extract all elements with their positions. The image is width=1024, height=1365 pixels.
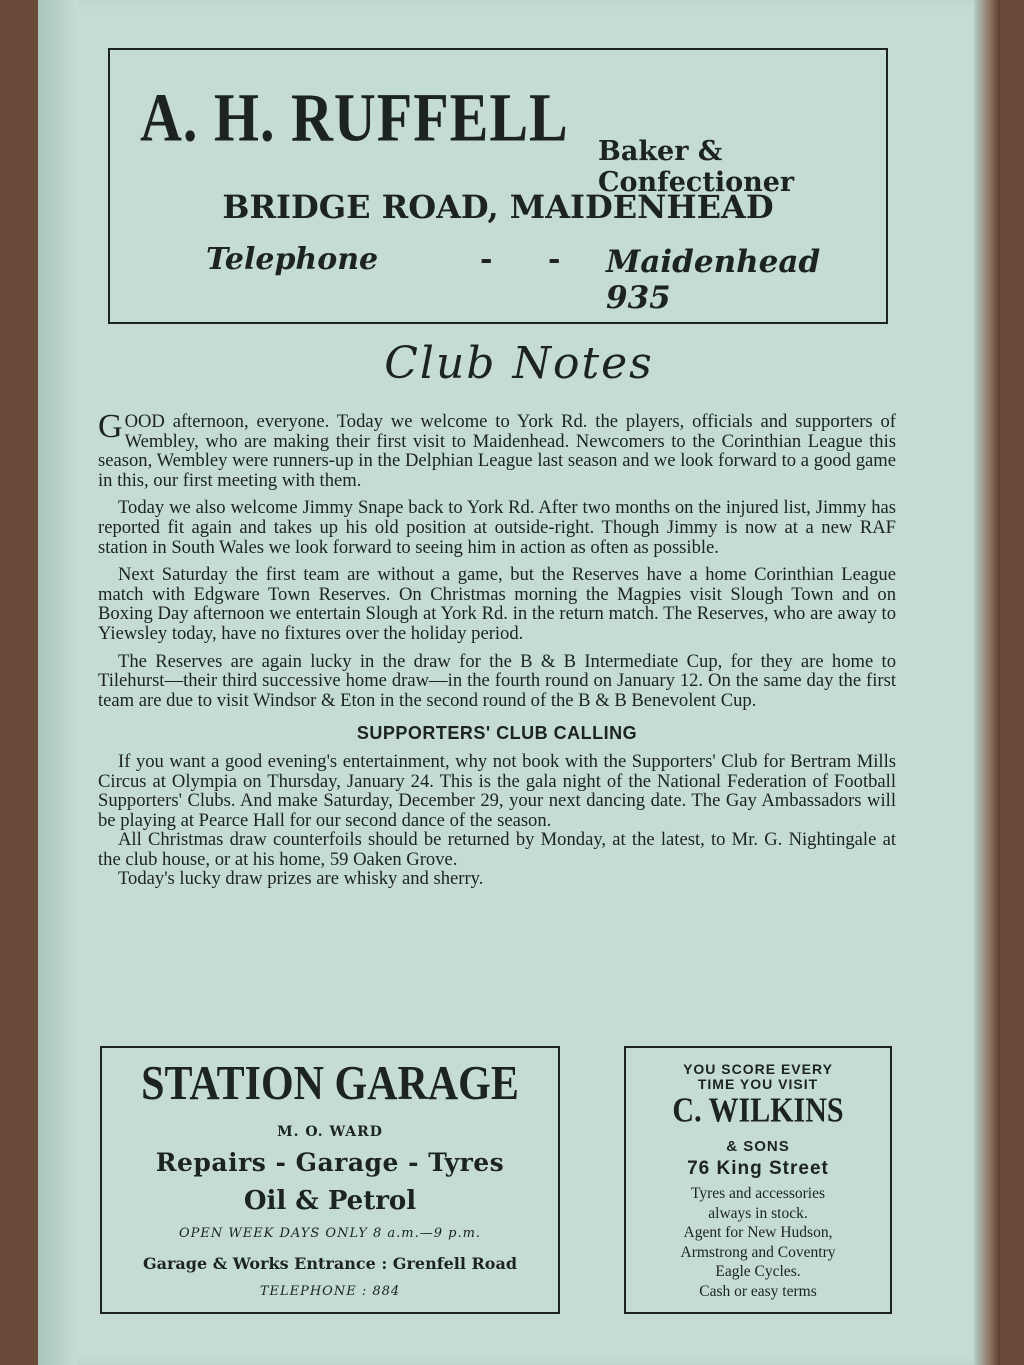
notes-paragraph — [98, 408, 896, 491]
wilkins-name: C. WILKINS — [672, 1091, 844, 1130]
description-line: Agent for New Hudson, — [683, 1224, 833, 1241]
ruffell-dash: - — [480, 242, 493, 277]
notes-paragraph: Next Saturday the first team are without a game, but the Reserves have a home Corinthian League match with Edgware Town Reserves. On Christmas morning the Magpies visit Slough Town and on Boxing Day afternoon we entertain Slough at York Rd. in the return match. The Reserves, who are away to Yiewsley today, have no fixtures over the holiday period. — [98, 564, 896, 644]
garage-owner: M. O. WARD — [277, 1124, 383, 1140]
description-line: always in stock. — [708, 1204, 808, 1222]
ruffell-address: BRIDGE ROAD, MAIDENHEAD — [222, 188, 774, 226]
garage-services: Repairs - Garage - Tyres — [155, 1148, 505, 1177]
notes-paragraph-text: OOD afternoon, everyone. Today we welcome to York Rd. the players, officials and supporters of Wembley, who are making their first visit to Maidenhead. Newcomers to the Corinthian League this season, Wembley were runners-up in the Delphian League last season and we look forward to a good game in this, our first meeting with them. — [98, 411, 896, 491]
ruffell-dash: - — [548, 242, 561, 277]
wilkins-street: 76 King Street — [687, 1158, 829, 1179]
page-spine — [38, 0, 78, 1365]
station-garage-advert — [100, 1046, 560, 1314]
garage-hours: OPEN WEEK DAYS ONLY 8 a.m.—9 p.m. — [178, 1226, 482, 1241]
page-edge — [974, 0, 1000, 1365]
club-notes-body — [98, 408, 896, 890]
wilkins-slogan — [626, 1062, 890, 1092]
club-notes-heading: Club Notes — [384, 338, 654, 389]
programme-page — [38, 0, 1000, 1365]
ruffell-name: A. H. RUFFELL — [140, 79, 569, 156]
garage-title: STATION GARAGE — [141, 1057, 519, 1111]
supporters-paragraph: Today's lucky draw prizes are whisky and sherry. — [118, 868, 484, 890]
garage-fuel: Oil & Petrol — [243, 1186, 417, 1216]
ruffell-telephone-label: Telephone — [206, 242, 379, 277]
description-line: Armstrong and Coventry — [680, 1243, 836, 1261]
ruffell-telephone-number: Maidenhead 935 — [606, 244, 821, 316]
ruffell-advert — [108, 48, 888, 324]
notes-paragraph: The Reserves are again lucky in the draw for the B & B Intermediate Cup, for they are home to Tilehurst—their third successive home draw—in the fourth round on January 12. On the same day the first team are due to visit Windsor & Eton in the second round of the B & B Benevolent Cup. — [98, 650, 896, 711]
wilkins-description — [626, 1184, 890, 1301]
supporters-paragraph: All Christmas draw counterfoils should be returned by Monday, at the latest, to Mr. G. Nightingale at the club house, or at his home, 59 Oaken Grove. — [98, 829, 896, 870]
wilkins-sons: & SONS — [726, 1138, 790, 1155]
supporters-club-heading: SUPPORTERS' CLUB CALLING — [356, 723, 638, 744]
description-line: Tyres and accessories — [690, 1185, 826, 1202]
slogan-line: TIME YOU VISIT — [697, 1076, 819, 1092]
description-line: Eagle Cycles. — [715, 1263, 801, 1280]
ruffell-trade: Baker & Confectioner — [598, 136, 795, 198]
garage-telephone: TELEPHONE : 884 — [259, 1284, 401, 1299]
garage-entrance: Garage & Works Entrance : Grenfell Road — [142, 1254, 518, 1273]
notes-paragraph: Today we also welcome Jimmy Snape back to York Rd. After two months on the injured list, Jimmy has reported fit again and takes up his old position at outside-right. Though Jimmy is now at a new RAF station in South Wales we look forward to seeing him in action as often as possible. — [98, 497, 896, 558]
wilkins-advert — [624, 1046, 892, 1314]
description-line: Cash or easy terms — [699, 1282, 817, 1300]
drop-cap: G — [98, 408, 123, 445]
slogan-line: YOU SCORE EVERY — [683, 1061, 833, 1077]
supporters-paragraph: If you want a good evening's entertainment, why not book with the Supporters' Club for Bertram Mills Circus at Olympia on Thursday, January 24. This is the gala night of the National Federation of Football Supporters' Clubs. And make Saturday, December 29, your next dancing date. The Gay Ambassadors will be playing at Pearce Hall for our second dance of the season. — [98, 750, 896, 831]
